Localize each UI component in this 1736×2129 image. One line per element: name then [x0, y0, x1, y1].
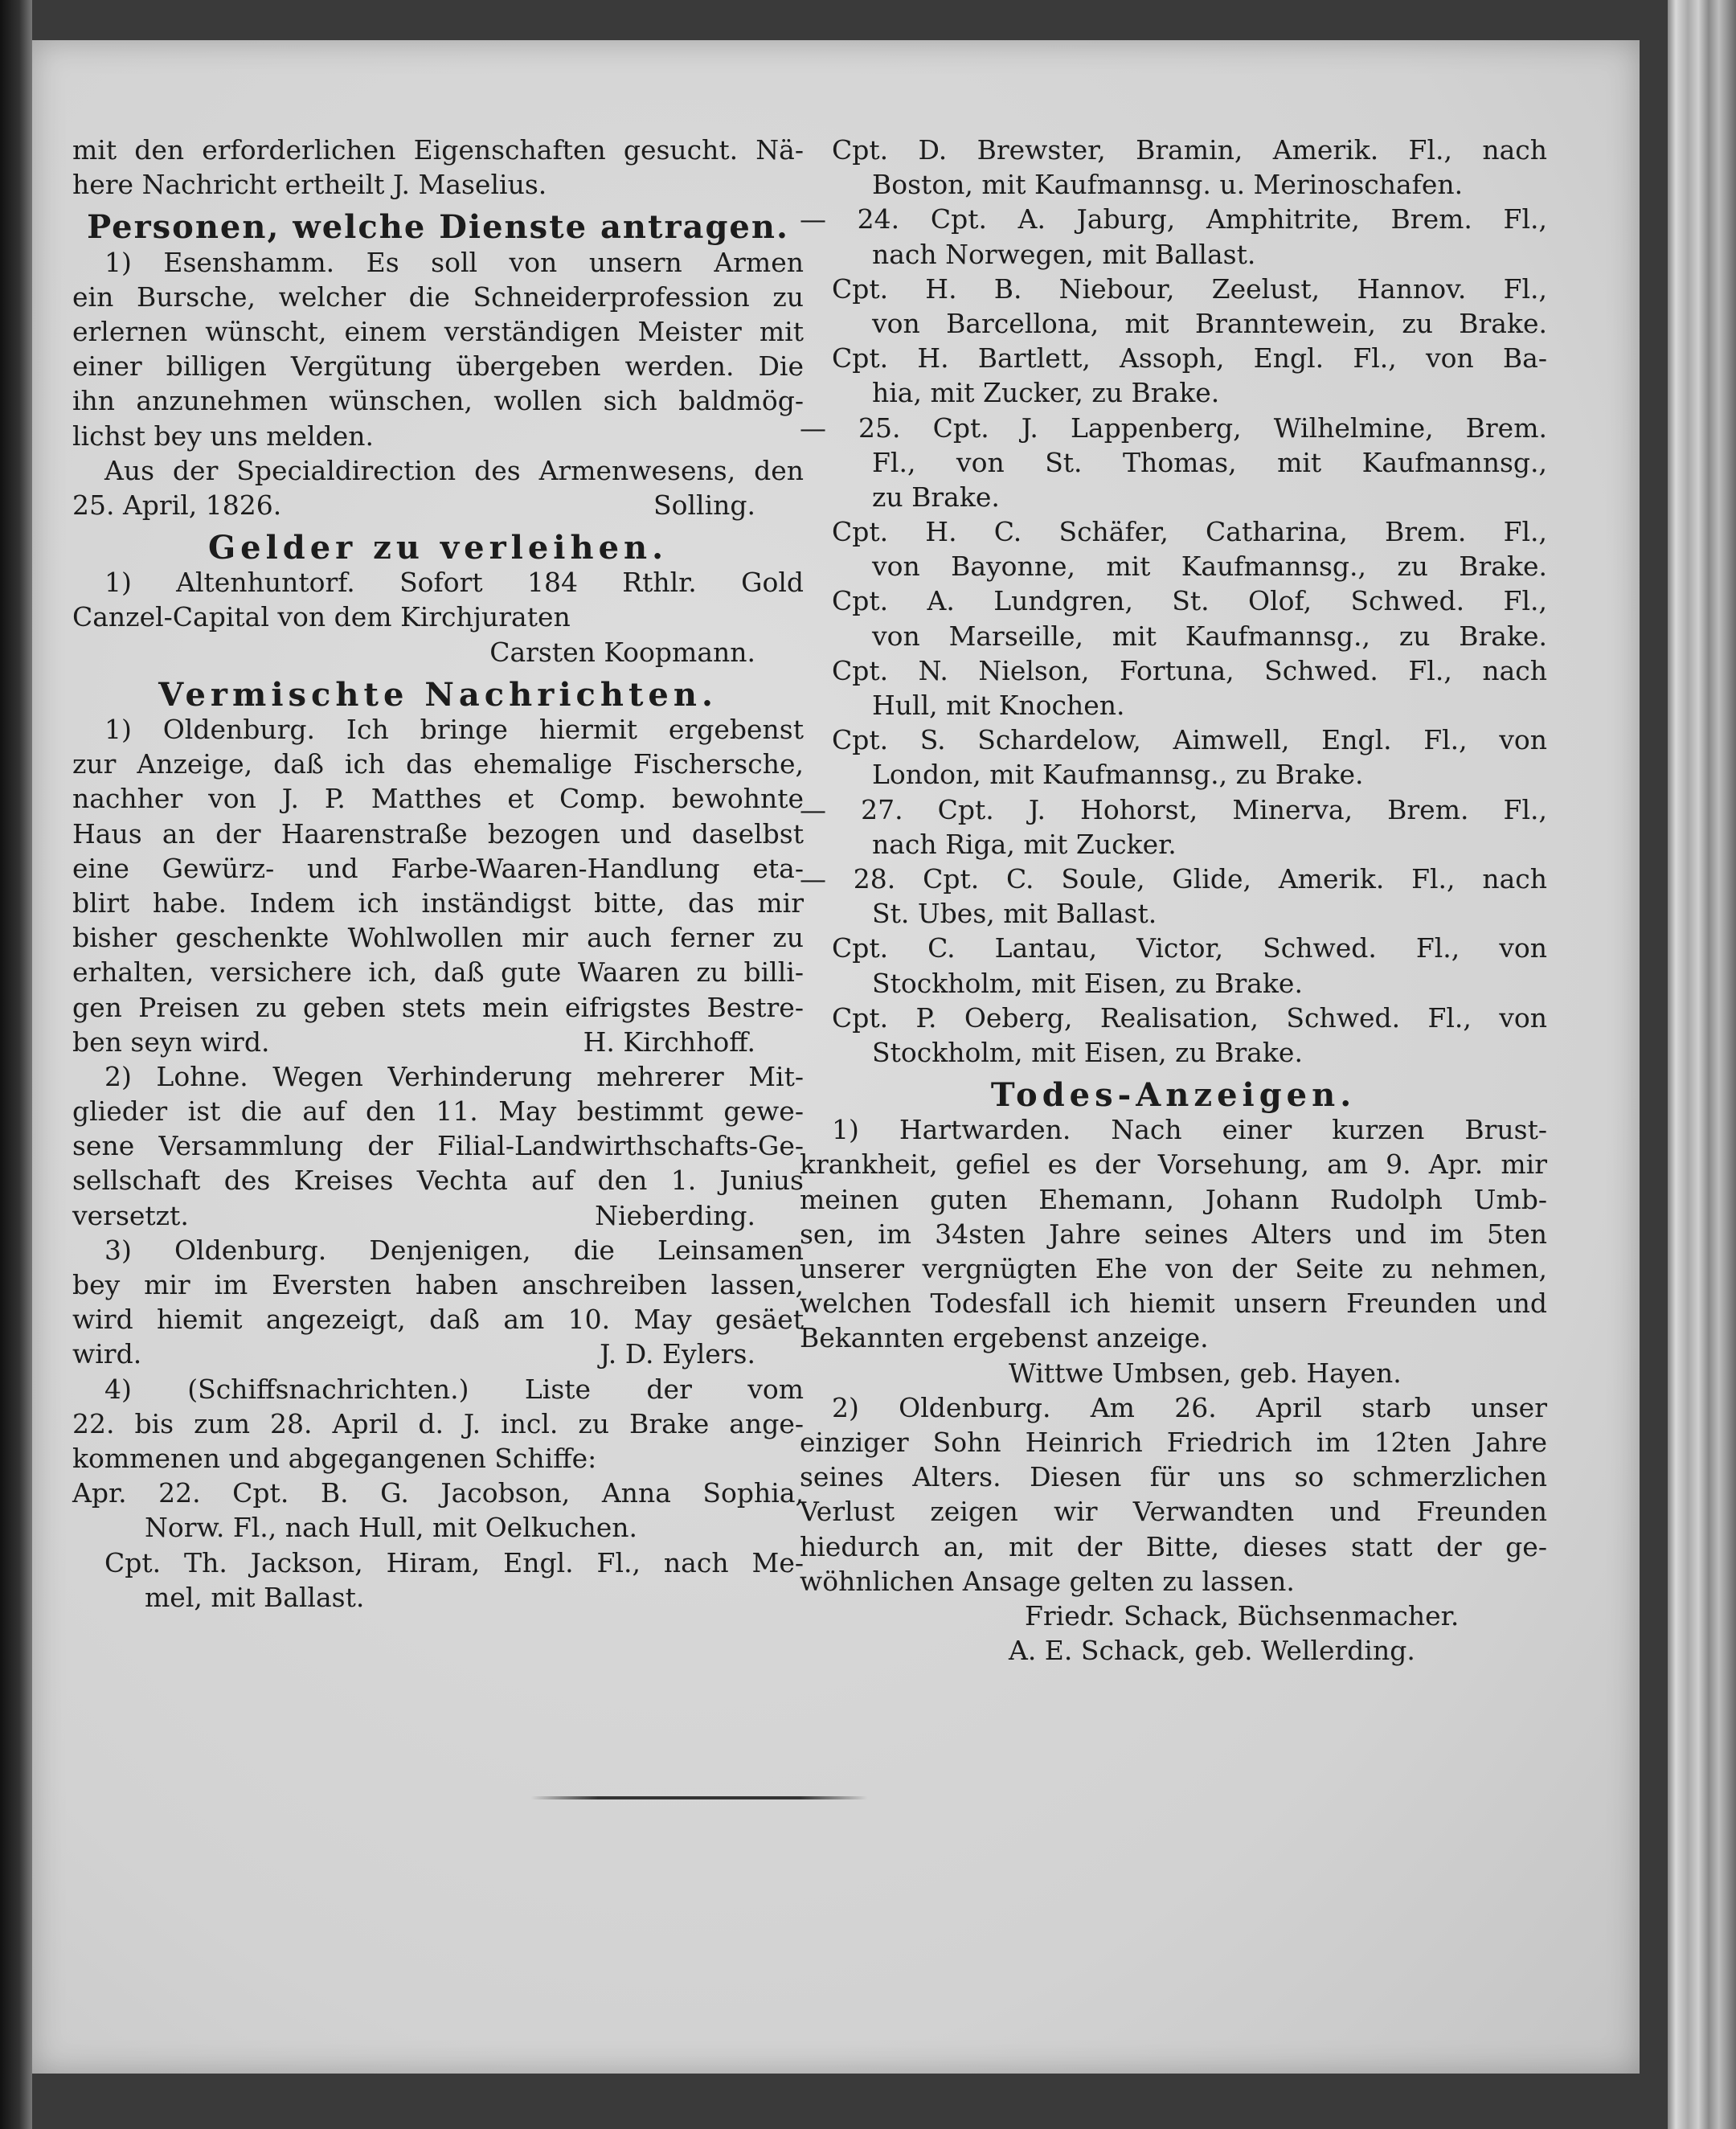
- signature: Wittwe Umbsen, geb. Hayen.: [1009, 1357, 1402, 1389]
- text-line: bey mir im Eversten haben anschreiben lassen,: [72, 1269, 804, 1300]
- ship-line: — 25. Cpt. J. Lappenberg, Wilhelmine, Brem.: [800, 411, 1547, 444]
- scan-edge-left: [0, 0, 32, 2129]
- ship-line: Cpt. A. Lundgren, St. Olof, Schwed. Fl.,: [832, 585, 1547, 617]
- section-heading: Personen, welche Dienste antragen.: [87, 208, 789, 247]
- text-line: einziger Sohn Heinrich Friedrich im 12ten Jahre: [800, 1426, 1547, 1458]
- text-line: 22. bis zum 28. April d. J. incl. zu Brake ange-: [72, 1407, 804, 1439]
- left-column: [72, 133, 804, 1615]
- text-line: wird hiemit angezeigt, daß am 10. May gesäet: [72, 1304, 804, 1336]
- text-line: hiedurch an, mit der Bitte, dieses statt der ge-: [800, 1530, 1547, 1562]
- text-line: krankheit, gefiel es der Vorsehung, am 9. Apr. mir: [800, 1148, 1547, 1181]
- newspaper-page: [32, 40, 1640, 2074]
- text-line: welchen Todesfall ich hiemit unsern Freunden und: [800, 1288, 1547, 1320]
- text-line: Cpt. Th. Jackson, Hiram, Engl. Fl., nach Me-: [104, 1546, 804, 1578]
- signature: J. D. Eylers.: [600, 1338, 755, 1370]
- text-line: 1) Oldenburg. Ich bringe hiermit ergebenst: [104, 714, 804, 745]
- text-line: here Nachricht ertheilt J. Maselius.: [72, 169, 547, 201]
- text-line: Aus der Specialdirection des Armenwesens, den: [104, 454, 804, 486]
- text-line: Bekannten ergebenst anzeige.: [800, 1322, 1209, 1354]
- text-end: wird.: [72, 1338, 142, 1370]
- text-line: mit den erforderlichen Eigenschaften gesucht. Nä-: [72, 134, 804, 166]
- ship-line: — 24. Cpt. A. Jaburg, Amphitrite, Brem. Fl.,: [800, 203, 1547, 235]
- text-line: 4) (Schiffsnachrichten.) Liste der vom: [104, 1373, 804, 1405]
- ship-line: Cpt. S. Schardelow, Aimwell, Engl. Fl., von: [832, 724, 1547, 756]
- ship-line: — 27. Cpt. J. Hohorst, Minerva, Brem. Fl.,: [800, 793, 1547, 825]
- text-line: Norw. Fl., nach Hull, mit Oelkuchen.: [145, 1512, 638, 1544]
- text-line: lichst bey uns melden.: [72, 420, 375, 452]
- section-heading: Gelder zu verleihen.: [207, 529, 669, 567]
- text-line: eine Gewürz- und Farbe-Waaren-Handlung eta-: [72, 852, 804, 884]
- section-heading: Todes-Anzeigen.: [990, 1076, 1357, 1115]
- text-line: glieder ist die auf den 11. May bestimmt gewe-: [72, 1095, 804, 1128]
- text-line: unserer vergnügten Ehe von der Seite zu nehmen,: [800, 1253, 1547, 1284]
- ship-line: von Marseille, mit Kaufmannsg., zu Brake.: [872, 620, 1547, 652]
- text-end: ben seyn wird.: [72, 1026, 270, 1058]
- date-sign-line: [72, 1025, 804, 1059]
- ship-line: Stockholm, mit Eisen, zu Brake.: [872, 967, 1303, 999]
- ship-line: Stockholm, mit Eisen, zu Brake.: [872, 1036, 1303, 1068]
- text-line: ein Bursche, welcher die Schneiderprofession zu: [72, 280, 804, 313]
- text-line: erlernen wünscht, einem verständigen Meister mit: [72, 315, 804, 347]
- ship-line: Cpt. H. Bartlett, Assoph, Engl. Fl., von Ba-: [832, 342, 1547, 375]
- ship-line: nach Norwegen, mit Ballast.: [872, 238, 1256, 270]
- ship-line: von Bayonne, mit Kaufmannsg., zu Brake.: [872, 551, 1547, 583]
- text-line: blirt habe. Indem ich inständigst bitte, das mir: [72, 886, 804, 919]
- text-line: sene Versammlung der Filial-Landwirthschafts-Ge-: [72, 1130, 804, 1162]
- text-line: 2) Lohne. Wegen Verhinderung mehrerer Mit-: [104, 1060, 804, 1092]
- ship-line: nach Riga, mit Zucker.: [872, 828, 1177, 860]
- signature: Carsten Koopmann.: [489, 636, 755, 668]
- text-line: kommenen und abgegangenen Schiffe:: [72, 1442, 597, 1474]
- right-column: [800, 133, 1547, 1668]
- text-line: 2) Oldenburg. Am 26. April starb unser: [832, 1391, 1547, 1423]
- ship-line: Fl., von St. Thomas, mit Kaufmannsg.,: [872, 446, 1547, 478]
- text-line: 1) Esenshamm. Es soll von unsern Armen: [104, 246, 804, 278]
- ship-line: von Barcellona, mit Branntewein, zu Brake.: [872, 307, 1547, 339]
- text-line: einer billigen Vergütung übergeben werden. Die: [72, 350, 804, 383]
- ship-line: Cpt. H. B. Niebour, Zeelust, Hannov. Fl.,: [832, 272, 1547, 305]
- ship-line: Cpt. C. Lantau, Victor, Schwed. Fl., von: [832, 932, 1547, 964]
- text-line: zur Anzeige, daß ich das ehemalige Fischersche,: [72, 748, 804, 780]
- ship-line: Boston, mit Kaufmannsg. u. Merinoschafen.: [872, 169, 1464, 201]
- text-line: 1) Hartwarden. Nach einer kurzen Brust-: [832, 1114, 1547, 1146]
- ship-line: London, mit Kaufmannsg., zu Brake.: [872, 759, 1364, 791]
- ship-line: Cpt. N. Nielson, Fortuna, Schwed. Fl., nach: [832, 654, 1547, 686]
- date-sign-line: [72, 488, 804, 522]
- text-line: erhalten, versichere ich, daß gute Waaren zu billi-: [72, 956, 804, 989]
- text-line: Canzel-Capital von dem Kirchjuraten: [72, 601, 571, 633]
- ship-line: — 28. Cpt. C. Soule, Glide, Amerik. Fl., nach: [800, 862, 1547, 895]
- signature: Friedr. Schack, Büchsenmacher.: [1025, 1599, 1460, 1632]
- ship-line: hia, mit Zucker, zu Brake.: [872, 377, 1220, 409]
- signature: A. E. Schack, geb. Wellerding.: [1009, 1635, 1415, 1667]
- date-sign-line: [72, 1198, 804, 1233]
- date: 25. April, 1826.: [72, 489, 282, 521]
- signature: Solling.: [653, 489, 755, 521]
- section-heading: Vermischte Nachrichten.: [158, 675, 718, 714]
- signature: H. Kirchhoff.: [583, 1026, 755, 1058]
- signature: Nieberding.: [595, 1199, 755, 1231]
- text-line: 1) Altenhuntorf. Sofort 184 Rthlr. Gold: [104, 567, 804, 599]
- text-line: seines Alters. Diesen für uns so schmerzlichen: [800, 1461, 1547, 1493]
- text-line: bisher geschenkte Wohlwollen mir auch ferner zu: [72, 922, 804, 954]
- text-line: meinen guten Ehemann, Johann Rudolph Umb-: [800, 1183, 1547, 1215]
- page-stack-edge: [1668, 0, 1736, 2129]
- text-line: ihn anzunehmen wünschen, wollen sich baldmög-: [72, 385, 804, 417]
- text-line: sellschaft des Kreises Vechta auf den 1. Junius: [72, 1165, 804, 1197]
- text-line: wöhnlichen Ansage gelten zu lassen.: [800, 1565, 1295, 1597]
- text-line: Apr. 22. Cpt. B. G. Jacobson, Anna Sophia,: [72, 1477, 804, 1509]
- text-line: 3) Oldenburg. Denjenigen, die Leinsamen: [104, 1234, 804, 1266]
- text-line: sen, im 34sten Jahre seines Alters und im 5ten: [800, 1218, 1547, 1250]
- ship-line: zu Brake.: [872, 481, 1000, 513]
- text-line: Haus an der Haarenstraße bezogen und daselbst: [72, 817, 804, 850]
- text-line: mel, mit Ballast.: [145, 1581, 365, 1613]
- date-sign-line: [72, 1337, 804, 1371]
- ship-line: Cpt. H. C. Schäfer, Catharina, Brem. Fl.,: [832, 516, 1547, 548]
- text-line: Verlust zeigen wir Verwandten und Freunden: [800, 1496, 1547, 1528]
- text-line: nachher von J. P. Matthes et Comp. bewohnte: [72, 783, 804, 815]
- ship-line: Cpt. P. Oeberg, Realisation, Schwed. Fl., von: [832, 1001, 1547, 1034]
- ship-line: Cpt. D. Brewster, Bramin, Amerik. Fl., nach: [832, 134, 1547, 166]
- ship-line: St. Ubes, mit Ballast.: [872, 898, 1157, 930]
- text-end: versetzt.: [72, 1199, 189, 1231]
- ship-line: Hull, mit Knochen.: [872, 690, 1125, 721]
- text-line: gen Preisen zu geben stets mein eifrigstes Bestre-: [72, 991, 804, 1023]
- closing-rule: [530, 1796, 868, 1799]
